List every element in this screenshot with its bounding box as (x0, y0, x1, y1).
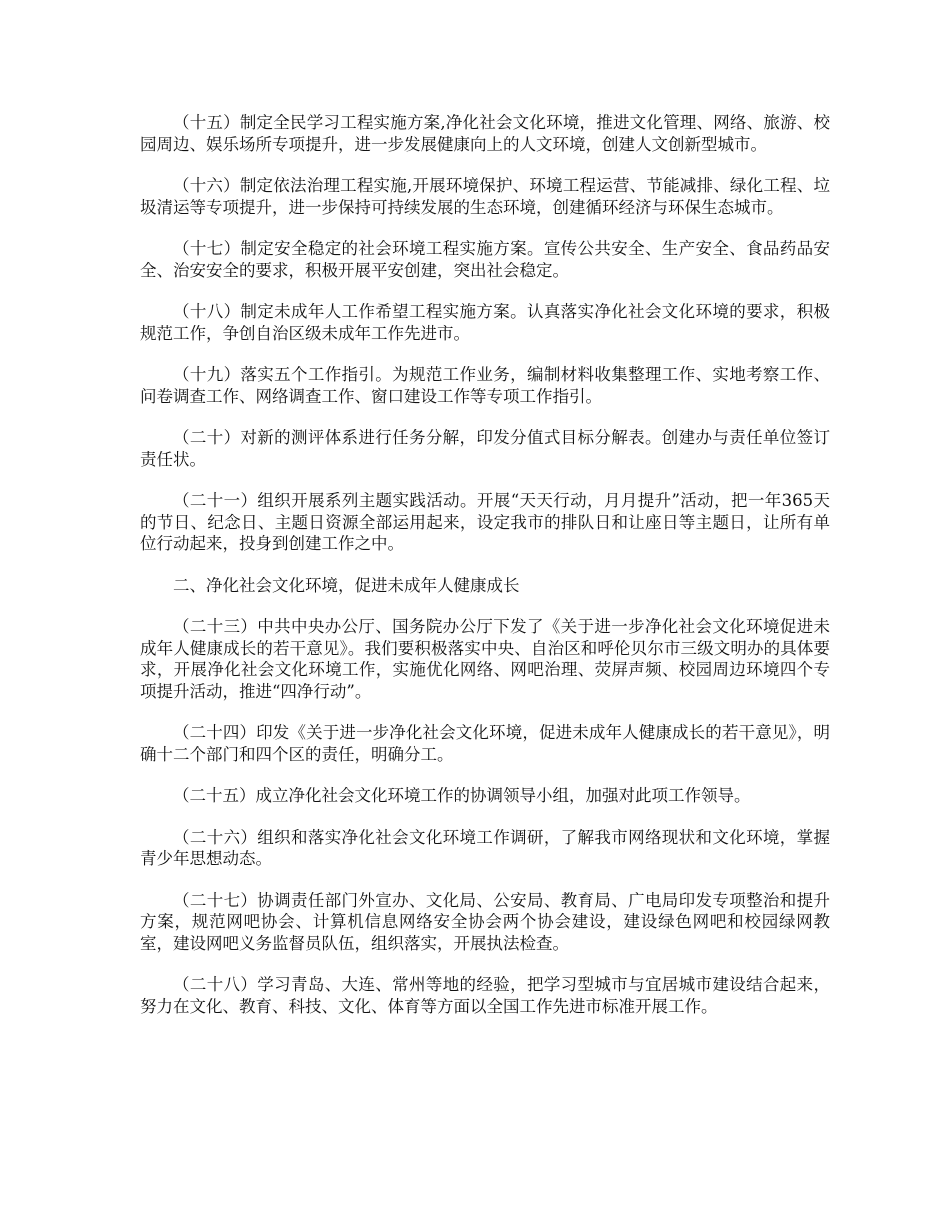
paragraph-24: （二十四）印发《关于进一步净化社会文化环境，促进未成年人健康成长的若干意见》，明确十二个部门和四个区的责任，明确分工。 (140, 723, 830, 764)
paragraph-16: （十六）制定依法治理工程实施,开展环境保护、环境工程运营、节能减排、绿化工程、垃圾清运等专项提升，进一步保持可持续发展的生态环境，创建循环经济与环保生态城市。 (140, 176, 830, 217)
paragraph-17: （十七）制定安全稳定的社会环境工程实施方案。宣传公共安全、生产安全、食品药品安全、治安安全的要求，积极开展平安创建，突出社会稳定。 (140, 239, 830, 280)
paragraph-21: （二十一）组织开展系列主题实践活动。开展“天天行动，月月提升”活动，把一年365天的节日、纪念日、主题日资源全部运用起来，设定我市的排队日和让座日等主题日，让所有单位行动起来，投身到创建工作之中。 (140, 491, 830, 553)
paragraph-23: （二十三）中共中央办公厅、国务院办公厅下发了《关于进一步净化社会文化环境促进未成年人健康成长的若干意见》。我们要积极落实中央、自治区和呼伦贝尔市三级文明办的具体要求，开展净化社会文化环境工作，实施优化网络、网吧治理、荧屏声频、校园周边环境四个专项提升活动，推进“四净行动”。 (140, 617, 830, 701)
paragraph-26: （二十六）组织和落实净化社会文化环境工作调研，了解我市网络现状和文化环境，掌握青少年思想动态。 (140, 827, 830, 868)
paragraph-27: （二十七）协调责任部门外宣办、文化局、公安局、教育局、广电局印发专项整治和提升方案，规范网吧协会、计算机信息网络安全协会两个协会建设，建设绿色网吧和校园绿网教室，建设网吧义务监督员队伍，组织落实，开展执法检查。 (140, 890, 830, 953)
paragraph-18: （十八）制定未成年人工作希望工程实施方案。认真落实净化社会文化环境的要求，积极规范工作，争创自治区级未成年工作先进市。 (140, 302, 830, 343)
section-heading-2: 二、净化社会文化环境，促进未成年人健康成长 (173, 575, 520, 595)
paragraph-19: （十九）落实五个工作指引。为规范工作业务，编制材料收集整理工作、实地考察工作、问卷调查工作、网络调查工作、窗口建设工作等专项工作指引。 (140, 365, 830, 406)
paragraph-25: （二十五）成立净化社会文化环境工作的协调领导小组，加强对此项工作领导。 (173, 786, 751, 805)
paragraph-15: （十五）制定全民学习工程实施方案,净化社会文化环境，推进文化管理、网络、旅游、校园周边、娱乐场所专项提升，进一步发展健康向上的人文环境，创建人文创新型城市。 (140, 113, 830, 154)
paragraph-28: （二十八）学习青岛、大连、常州等地的经验，把学习型城市与宜居城市建设结合起来，努力在文化、教育、科技、文化、体育等方面以全国工作先进市标准开展工作。 (140, 975, 830, 1016)
paragraph-20: （二十）对新的测评体系进行任务分解，印发分值式目标分解表。创建办与责任单位签订责任状。 (140, 428, 830, 469)
document-body (140, 112, 830, 1037)
